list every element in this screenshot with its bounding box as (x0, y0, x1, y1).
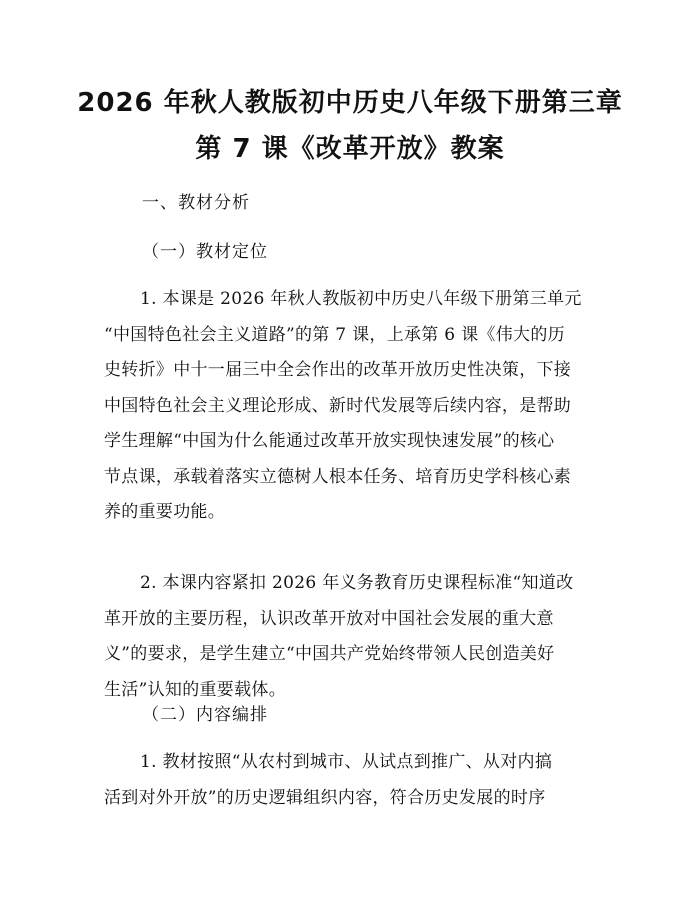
paragraph-line: 养的重要功能。 (104, 502, 226, 522)
subsection-heading-1: （一）教材定位 (142, 242, 268, 262)
subsection-heading-2: （二）内容编排 (142, 705, 268, 725)
paragraph-line: 学生理解“中国为什么能通过改革开放实现快速发展”的核心 (104, 431, 555, 451)
paragraph-line: 1. 教材按照“从农村到城市、从试点到推广、从对内搞 (140, 752, 553, 772)
paragraph-line: 节点课，承载着落实立德树人根本任务、培育历史学科核心素 (104, 466, 572, 487)
paragraph-line: 中国特色社会主义理论形成、新时代发展等后续内容，是帮助 (104, 395, 572, 416)
paragraph-1 (104, 282, 596, 531)
paragraph-line: 1. 本课是 2026 年秋人教版初中历史八年级下册第三单元 (140, 289, 582, 309)
document-title-line-2: 第 7 课《改革开放》教案 (195, 134, 505, 164)
paragraph-line: 革开放的主要历程，认识改革开放对中国社会发展的重大意 (104, 608, 554, 629)
paragraph-line: 生活”认知的重要载体。 (104, 679, 286, 700)
paragraph-3 (104, 745, 596, 816)
paragraph-line: 义”的要求，是学生建立“中国共产党始终带领人民创造美好 (104, 644, 555, 664)
paragraph-line: 2. 本课内容紧扣 2026 年义务教育历史课程标准“知道改 (140, 573, 574, 593)
paragraph-2 (104, 566, 596, 708)
section-heading-1: 一、教材分析 (142, 193, 250, 213)
paragraph-line: “中国特色社会主义道路”的第 7 课，上承第 6 课《伟大的历 (104, 324, 565, 345)
document-title-line-1: 2026 年秋人教版初中历史八年级下册第三章 (77, 88, 623, 118)
paragraph-line: 活到对外开放”的历史逻辑组织内容，符合历史发展的时序 (104, 787, 546, 808)
paragraph-line: 史转折》中十一届三中全会作出的改革开放历史性决策，下接 (104, 360, 572, 380)
